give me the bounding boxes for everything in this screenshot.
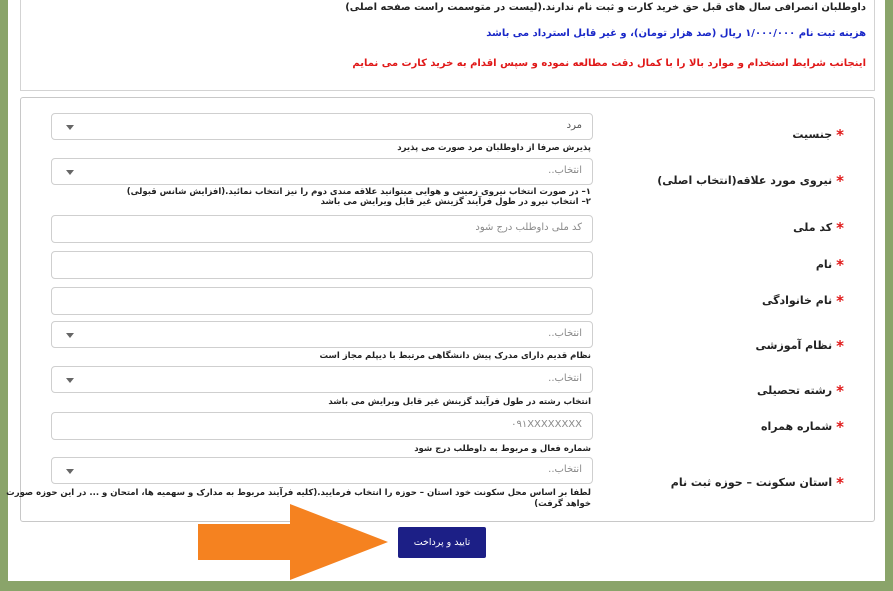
education-system-help: نظام قدیم دارای مدرک پیش دانشگاهی مرتبط با دیپلم مجاز است [319,351,591,361]
chevron-down-icon [66,469,74,474]
required-star: * [836,172,844,190]
required-star: * [836,474,844,492]
left-frame-border [0,0,8,591]
province-select[interactable] [51,457,593,484]
chevron-down-icon [66,125,74,130]
first-name-label: *نام [815,256,844,274]
required-star: * [836,256,844,274]
gender-label: *جنسیت [792,126,844,144]
arrow-right-icon [198,504,398,580]
mobile-help: شماره فعال و مربوط به داوطلب درج شود [414,444,591,454]
mobile-label: *شماره همراه [761,418,844,436]
registration-page [8,0,885,581]
field-of-study-help: انتخاب رشته در طول فرآیند گزینش غیر قابل ویرایش می باشد [328,397,591,407]
national-id-input[interactable] [51,215,593,243]
required-star: * [836,382,844,400]
mobile-placeholder: ۰۹۱XXXXXXXX [511,419,582,430]
chevron-down-icon [66,170,74,175]
province-select-value: انتخاب.. [548,464,582,475]
field-of-study-label: *رشته تحصیلی [756,382,844,400]
field-of-study-value: انتخاب.. [548,373,582,384]
last-name-input[interactable] [51,287,593,315]
province-help-2: خواهد گرفت) [534,499,591,509]
notice-registration-fee: هزینه ثبت نام ۱/۰۰۰/۰۰۰ ریال (صد هزار تومان)، و غیر قابل استرداد می باشد [486,28,866,39]
force-label: *نیروی مورد علاقه(انتخاب اصلی) [657,172,844,190]
notice-withdrawn-applicants: داوطلبان انصرافی سال های قبل حق خرید کارت و ثبت نام ندارند.(لیست در متوسمت راست صفحه اصلی) [345,2,866,13]
force-help-1: ۱– در صورت انتخاب نیروی زمینی و هوایی میتوانید علاقه مندی دوم را نیز انتخاب نمائید.(افزایش شانس قبولی) [126,187,591,197]
notice-terms-agreement: اینجانب شرایط استخدام و موارد بالا را با کمال دقت مطالعه نموده و سپس اقدام به خرید کارت می نمایم [352,58,866,69]
gender-help: پذیرش صرفا از داوطلبان مرد صورت می پذیرد [397,143,591,153]
last-name-label: *نام خانوادگی [761,292,844,310]
required-star: * [836,219,844,237]
field-of-study-select[interactable] [51,366,593,393]
confirm-and-pay-button[interactable]: تایید و پرداخت [398,527,486,558]
province-help-1: لطفا بر اساس محل سکونت خود استان – حوزه را انتخاب فرمایید.(کلیه فرآیند مربوط به مدارک و سهمیه ها، امتحان و ... در این حوزه صورت [6,488,591,498]
province-label: *استان سکونت – حوزه ثبت نام [670,474,844,492]
force-select-value: انتخاب.. [548,165,582,176]
education-system-label: *نظام آموزشی [755,337,844,355]
mobile-input[interactable] [51,412,593,440]
gender-select[interactable] [51,113,593,140]
required-star: * [836,337,844,355]
national-id-placeholder: کد ملی داوطلب درج شود [475,222,582,233]
education-system-select[interactable] [51,321,593,348]
terms-notice [20,0,875,91]
gender-select-value: مرد [566,120,582,131]
right-frame-border [885,0,893,591]
chevron-down-icon [66,378,74,383]
registration-form [6,97,875,522]
chevron-down-icon [66,333,74,338]
required-star: * [836,126,844,144]
force-select[interactable] [51,158,593,185]
education-system-value: انتخاب.. [548,328,582,339]
force-help-2: ۲– انتخاب نیرو در طول فرآیند گزینش غیر قابل ویرایش می باشد [320,197,591,207]
required-star: * [836,292,844,310]
bottom-frame-border [0,581,893,591]
national-id-label: *کد ملی [793,219,844,237]
first-name-input[interactable] [51,251,593,279]
required-star: * [836,418,844,436]
